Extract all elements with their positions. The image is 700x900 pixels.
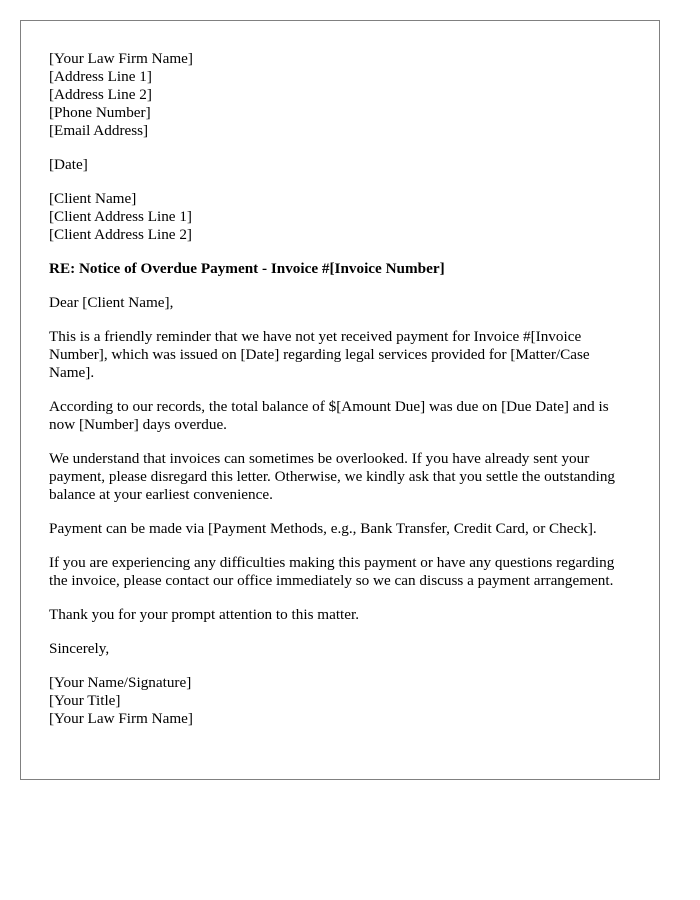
body-paragraph: Payment can be made via [Payment Methods, e.g., Bank Transfer, Credit Card, or Check]. — [49, 520, 597, 537]
sender-address-line-1: [Address Line 1] — [49, 68, 152, 85]
sender-address-block — [49, 50, 631, 140]
body-paragraph: This is a friendly reminder that we have not yet received payment for Invoice #[Invoice Number], which was issued on [Date] regarding legal services provided for [Matter/Case Name]. — [49, 328, 590, 381]
letter-page — [20, 20, 660, 780]
signature-title: [Your Title] — [49, 692, 121, 709]
recipient-address-block — [49, 190, 631, 244]
sender-firm-name: [Your Law Firm Name] — [49, 50, 193, 67]
salutation: Dear [Client Name], — [49, 294, 174, 311]
signature-name: [Your Name/Signature] — [49, 674, 192, 691]
recipient-address-line-1: [Client Address Line 1] — [49, 208, 192, 225]
signature-firm-name: [Your Law Firm Name] — [49, 710, 193, 727]
date-block — [49, 156, 631, 174]
sender-phone: [Phone Number] — [49, 104, 151, 121]
subject-line: RE: Notice of Overdue Payment - Invoice #[Invoice Number] — [49, 260, 445, 277]
body-paragraph: Thank you for your prompt attention to this matter. — [49, 606, 360, 623]
closing: Sincerely, — [49, 640, 110, 657]
recipient-address-line-2: [Client Address Line 2] — [49, 226, 192, 243]
sender-address-line-2: [Address Line 2] — [49, 86, 152, 103]
letter-date: [Date] — [49, 156, 88, 173]
sender-email: [Email Address] — [49, 122, 149, 139]
signature-block — [49, 674, 631, 728]
body-paragraph: According to our records, the total balance of $[Amount Due] was due on [Due Date] and is now [Number] days overdue. — [49, 398, 609, 433]
body-paragraph: If you are experiencing any difficulties making this payment or have any questions regarding the invoice, please contact our office immediately so we can discuss a payment arrangement. — [49, 554, 615, 589]
recipient-name: [Client Name] — [49, 190, 137, 207]
body-paragraph: We understand that invoices can sometimes be overlooked. If you have already sent your payment, please disregard this letter. Otherwise, we kindly ask that you settle the outstanding balance at your earliest convenience. — [49, 450, 616, 503]
